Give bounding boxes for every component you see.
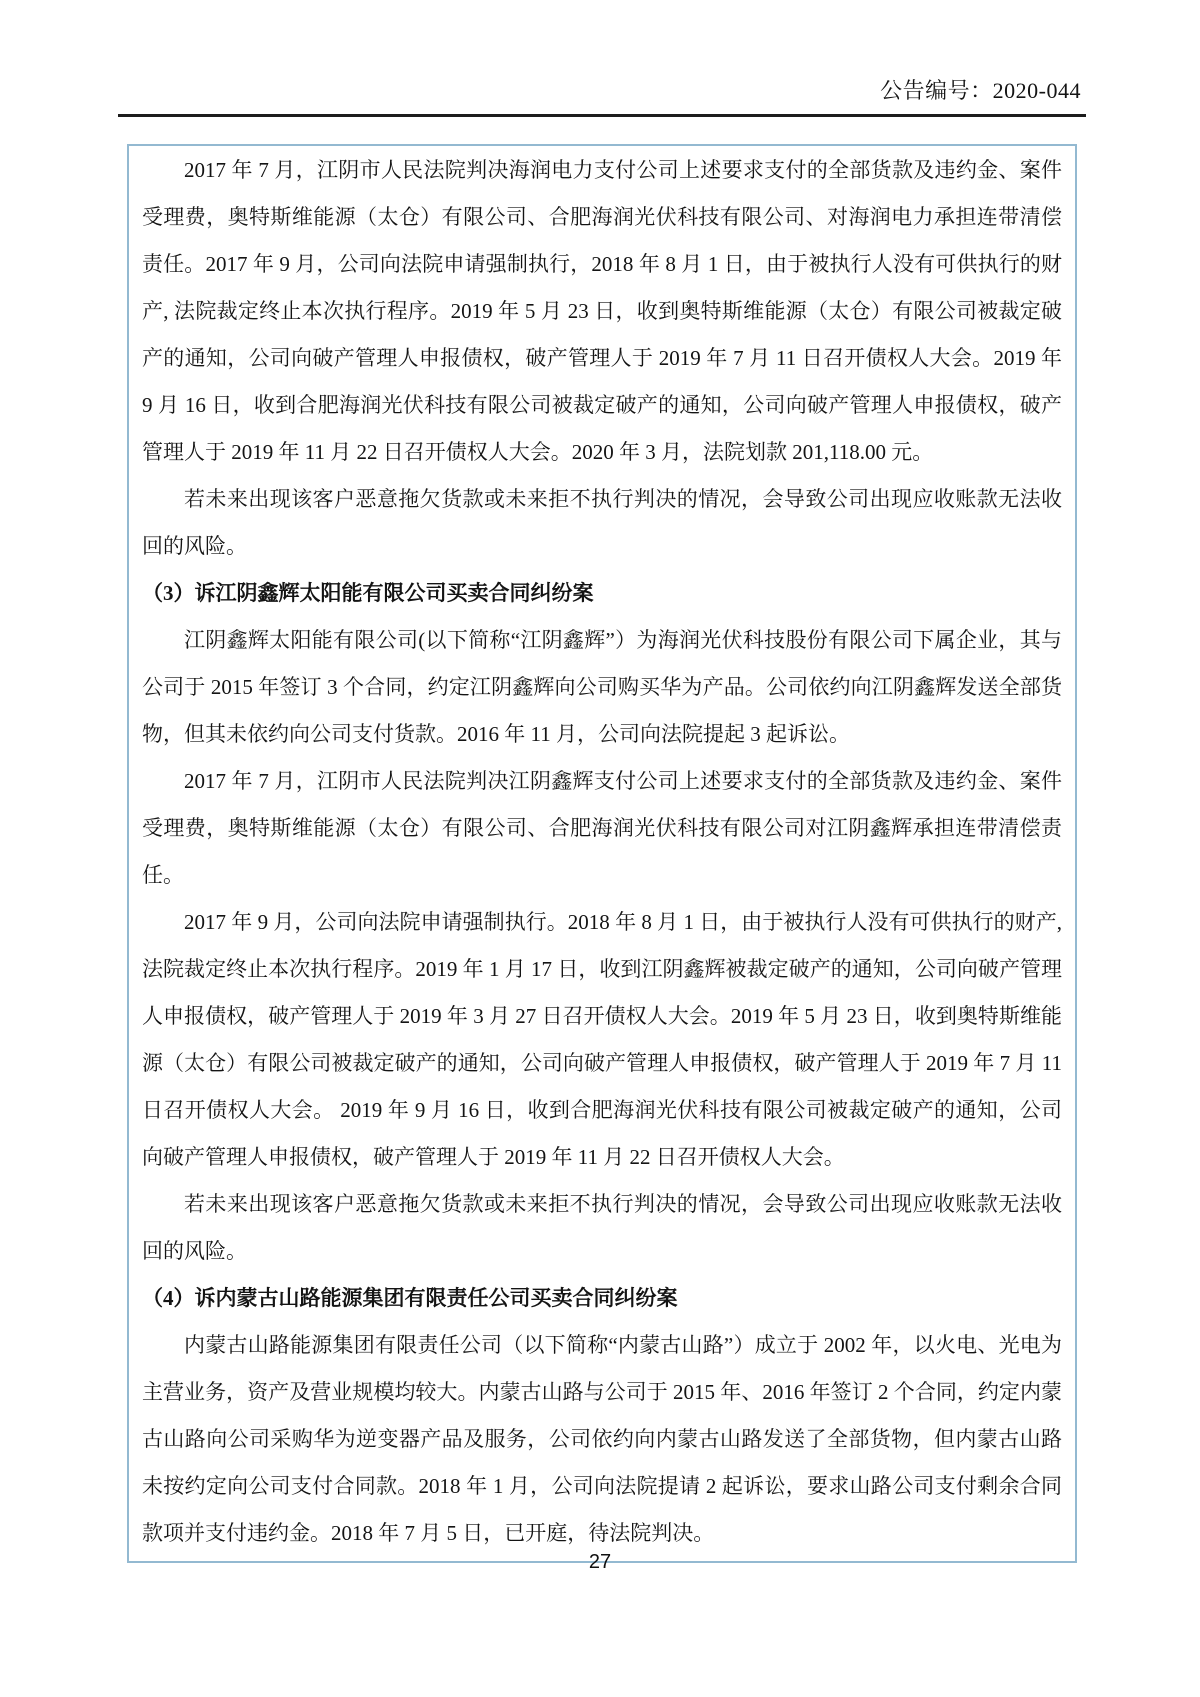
paragraph-hairun-judgment: 2017 年 7 月，江阴市人民法院判决海润电力支付公司上述要求支付的全部货款及违约金、案件受理费，奥特斯维能源（太仓）有限公司、合肥海润光伏科技有限公司、对海润电力承担连带清偿责任。2017 年 9 月，公司向法院申请强制执行，2018 年 8 月 1 日，由于被执行人没有可供执行的财产, 法院裁定终止本次执行程序。2019 年 5 月 23 日，收到奥特斯维能源（太仓）有限公司被裁定破产的通知，公司向破产管理人申报债权，破产管理人于 2019 年 7 月 11 日召开债权人大会。2019 年 9 月 16 日，收到合肥海润光伏科技有限公司被裁定破产的通知，公司向破产管理人申报债权，破产管理人于 2019 年 11 月 22 日召开债权人大会。2020 年 3 月，法院划款 201,118.00 元。 <box>142 158 1062 464</box>
doc-number: 公告编号：2020-044 <box>880 78 1081 103</box>
paragraph-xinhui-background: 江阴鑫辉太阳能有限公司(以下简称“江阴鑫辉”）为海润光伏科技股份有限公司下属企业，其与公司于 2015 年签订 3 个合同，约定江阴鑫辉向公司购买华为产品。公司依约向江阴鑫辉发送全部货物，但其未依约向公司支付货款。2016 年 11 月，公司向法院提起 3 起诉讼。 <box>142 628 1062 746</box>
paragraph-risk-note-1: 若未来出现该客户恶意拖欠货款或未来拒不执行判决的情况，会导致公司出现应收账款无法收回的风险。 <box>142 487 1062 558</box>
section-heading-case-4: （4）诉内蒙古山路能源集团有限责任公司买卖合同纠纷案 <box>142 1286 678 1310</box>
paragraph-risk-note-2: 若未来出现该客户恶意拖欠货款或未来拒不执行判决的情况，会导致公司出现应收账款无法收回的风险。 <box>142 1192 1062 1263</box>
section-heading-case-3: （3）诉江阴鑫辉太阳能有限公司买卖合同纠纷案 <box>142 581 594 605</box>
page-number: 27 <box>588 1551 612 1573</box>
header-rule <box>118 114 1086 117</box>
paragraph-xinhui-enforcement: 2017 年 9 月，公司向法院申请强制执行。2018 年 8 月 1 日，由于被执行人没有可供执行的财产,法院裁定终止本次执行程序。2019 年 1 月 17 日，收到江阴鑫辉被裁定破产的通知，公司向破产管理人申报债权，破产管理人于 2019 年 3 月 27 日召开债权人大会。2019 年 5 月 23 日，收到奥特斯维能源（太仓）有限公司被裁定破产的通知，公司向破产管理人申报债权，破产管理人于 2019 年 7 月 11 日召开债权人大会。 2019 年 9 月 16 日，收到合肥海润光伏科技有限公司被裁定破产的通知，公司向破产管理人申报债权，破产管理人于 2019 年 11 月 22 日召开债权人大会。 <box>142 910 1062 1169</box>
paragraph-neimenggu-shanlu: 内蒙古山路能源集团有限责任公司（以下简称“内蒙古山路”）成立于 2002 年，以火电、光电为主营业务，资产及营业规模均较大。内蒙古山路与公司于 2015 年、2016 年签订 2 个合同，约定内蒙古山路向公司采购华为逆变器产品及服务，公司依约向内蒙古山路发送了全部货物，但内蒙古山路未按约定向公司支付合同款。2018 年 1 月，公司向法院提请 2 起诉讼，要求山路公司支付剩余合同款项并支付违约金。2018 年 7 月 5 日，已开庭，待法院判决。 <box>142 1333 1062 1545</box>
content-box <box>127 144 1077 1563</box>
paragraph-xinhui-judgment: 2017 年 7 月，江阴市人民法院判决江阴鑫辉支付公司上述要求支付的全部货款及违约金、案件受理费，奥特斯维能源（太仓）有限公司、合肥海润光伏科技有限公司对江阴鑫辉承担连带清偿责任。 <box>142 769 1062 887</box>
